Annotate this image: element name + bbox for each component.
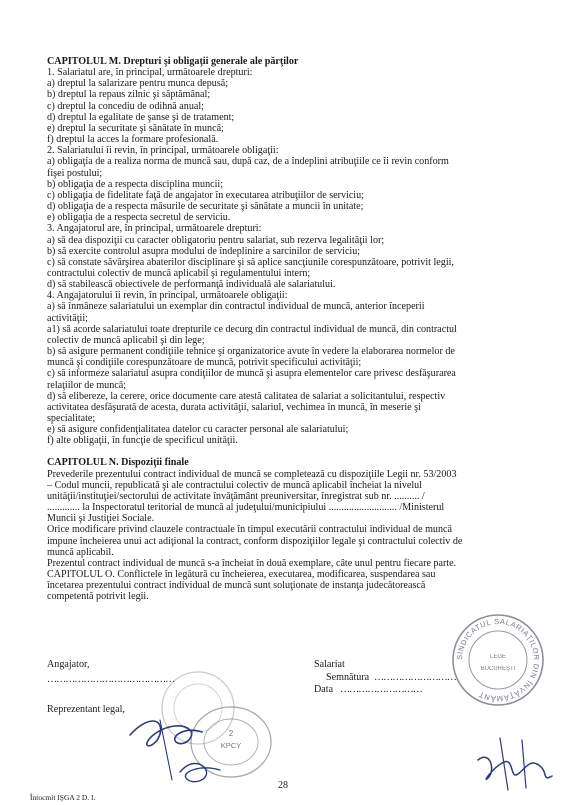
chapter-m-line: d) obligaţia de a respecta măsurile de securitate şi sănătate a muncii în unitate; bbox=[47, 201, 364, 213]
chapter-m-line: colectiv de muncă aplicabil şi din lege; bbox=[47, 334, 205, 346]
chapter-m-line: f) dreptul la acces la formare profesională. bbox=[47, 134, 219, 146]
chapter-m-line: a) să înmâneze salariatului un exemplar din contractul individual de muncă, anterior începerii bbox=[47, 301, 425, 313]
date-line: ……………………… bbox=[340, 684, 422, 695]
chapter-n-line: unităţii/instituţiei/sectorului de activitate învăţământ preuniversitar, înregistrat sub nr. .......... / bbox=[47, 490, 425, 502]
chapter-n-line: competentă potrivit legii. bbox=[47, 591, 149, 603]
chapter-m-line: c) să informeze salariatul asupra condiţiilor de muncă şi asupra elementelor care privesc desfăşurarea bbox=[47, 368, 456, 380]
chapter-m-line: specialitate; bbox=[47, 413, 96, 424]
chapter-m-line: activitatea desfăşurată de acesta, durata activităţii, salariul, vechimea în muncă, în meserie şi bbox=[47, 401, 421, 413]
chapter-m-line: b) să exercite controlul asupra modului de îndeplinire a sarcinilor de serviciu; bbox=[47, 245, 361, 257]
chapter-n-line: – Codul muncii, republicată şi ale contractului colectiv de muncă aplicabil încheiat la nivelul bbox=[47, 479, 423, 491]
imprint-note: Întocmit IŞGA 2 D. I. bbox=[30, 793, 96, 802]
representative-signature bbox=[120, 690, 230, 800]
chapter-m-line: e) dreptul la securitate şi sănătate în muncă; bbox=[47, 122, 224, 134]
chapter-m-line: e) să asigure confidenţialitatea datelor cu caracter personal ale salariatului; bbox=[47, 424, 349, 436]
chapter-m-line: c) obligaţia de fidelitate faţă de angajator în executarea atribuţiilor de serviciu; bbox=[47, 189, 364, 201]
chapter-n-line: încetarea prezentului contract individual de muncă sunt soluţionate de instanţa judecătorească bbox=[47, 580, 426, 592]
chapter-m-line: b) dreptul la repaus zilnic şi săptămânal; bbox=[47, 89, 211, 101]
chapter-m-line: d) să stabilească obiectivele de performanţă individuală ale salariatului. bbox=[47, 279, 336, 291]
svg-text:SINDICATUL SALARIAŢILOR DIN ÎN: SINDICATUL SALARIAŢILOR DIN ÎNVĂŢĂMÂNT bbox=[454, 616, 542, 704]
chapter-m-line: 2. Salariatului îi revin, în principal, următoarele obligaţii: bbox=[47, 145, 279, 157]
chapter-n-line: Muncii şi Justiţiei Sociale. bbox=[47, 513, 155, 525]
chapter-n-line: CAPITOLUL O. Conflictele în legătură cu încheierea, executarea, modificarea, suspendarea sau bbox=[47, 569, 436, 581]
employee-signature bbox=[470, 730, 560, 800]
svg-text:2: 2 bbox=[228, 729, 234, 738]
chapter-m-line: d) dreptul la egalitate de şanse şi de tratament; bbox=[47, 111, 235, 123]
signature-line: ……………………… bbox=[374, 672, 456, 683]
svg-text:BUCUREŞTI: BUCUREŞTI bbox=[480, 666, 516, 672]
contract-body bbox=[47, 56, 525, 603]
chapter-m-line: 3. Angajatorul are, în principal, următoarele drepturi: bbox=[47, 223, 262, 235]
chapter-m-title: CAPITOLUL M. Drepturi şi obligaţii generale ale părţilor bbox=[47, 56, 299, 67]
chapter-m-line: 4. Angajatorului îi revin, în principal, următoarele obligaţii: bbox=[47, 290, 288, 302]
legal-representative-label: Reprezentant legal, bbox=[47, 704, 125, 715]
page-number: 28 bbox=[278, 780, 288, 791]
chapter-m-line: a1) să acorde salariatului toate drepturile ce decurg din contractul individual de muncă, din contractul bbox=[47, 323, 457, 335]
chapter-n-line: muncă aplicabil. bbox=[47, 546, 114, 558]
chapter-m-lines bbox=[47, 67, 525, 446]
chapter-n-lines bbox=[47, 469, 525, 603]
chapter-n-line: Orice modificare privind clauzele contractuale în timpul executării contractului individual de muncă bbox=[47, 524, 452, 536]
chapter-m-line: 1. Salariatul are, în principal, următoarele drepturi: bbox=[47, 67, 253, 79]
chapter-m-line: activităţii; bbox=[47, 312, 88, 324]
chapter-m-line: c) să constate săvârşirea abaterilor disciplinare şi să aplice sancţiunile corespunzătoare, potrivit legii, bbox=[47, 256, 454, 268]
employer-signature-line: …………………………………… bbox=[47, 674, 175, 685]
chapter-m-line: c) dreptul la concediu de odihnă anual; bbox=[47, 100, 204, 112]
chapter-m-line: muncă şi condiţiile corespunzătoare de muncă, potrivit specificului activităţii; bbox=[47, 357, 362, 369]
signature-label: Semnătura bbox=[326, 672, 370, 683]
chapter-n-line: ............. la Inspectoratul teritorial de muncă al judeţului/municipiului ........................... /Ministerul bbox=[47, 502, 445, 514]
school-small-stamp bbox=[186, 702, 276, 782]
chapter-m-line: a) obligaţia de a realiza norma de muncă sau, după caz, de a îndeplini atribuţiile ce îi revin conform bbox=[47, 156, 449, 168]
chapter-m-line: fişei postului; bbox=[47, 167, 103, 179]
chapter-n-line: impune încheierea unui act adiţional la contract, conform dispoziţiilor legale şi contractului colectiv de bbox=[47, 535, 463, 547]
employer-label: Angajator, bbox=[47, 659, 90, 670]
chapter-n-title: CAPITOLUL N. Dispoziţii finale bbox=[47, 457, 189, 469]
chapter-m-line: relaţiilor de muncă; bbox=[47, 379, 127, 391]
chapter-m-line: contractului colectiv de muncă aplicabil şi regulamentului intern; bbox=[47, 267, 311, 279]
chapter-m-line: b) să asigure permanent condiţiile tehnice şi organizatorice avute în vedere la elaborarea normelor de bbox=[47, 346, 455, 358]
chapter-m-line: e) obligaţia de a respecta secretul de serviciu. bbox=[47, 212, 231, 224]
date-label: Data bbox=[314, 684, 334, 695]
employee-label: Salariat bbox=[314, 659, 345, 670]
chapter-m-line: a) să dea dispoziţii cu caracter obligatoriu pentru salariat, sub rezerva legalităţii lor; bbox=[47, 234, 385, 246]
svg-text:KPCY: KPCY bbox=[220, 741, 242, 750]
chapter-m-line: f) alte obligaţii, în funcţie de specificul unităţii. bbox=[47, 435, 238, 447]
chapter-m-line: b) obligaţia de a respecta disciplina muncii; bbox=[47, 178, 224, 190]
chapter-n-line: Prevederile prezentului contract individual de muncă se completează cu dispoziţiile Legii nr. 53/2003 bbox=[47, 468, 457, 480]
svg-text:LEGE: LEGE bbox=[489, 654, 507, 660]
chapter-n-line: Prezentul contract individual de muncă s-a încheiat în două exemplare, câte unul pentru fiecare parte. bbox=[47, 557, 457, 569]
chapter-m-line: d) să elibereze, la cerere, orice documente care atestă calitatea de salariat a solicitantului, respectiv bbox=[47, 390, 446, 402]
chapter-m-line: a) dreptul la salarizare pentru munca depusă; bbox=[47, 78, 229, 90]
union-round-stamp bbox=[448, 610, 548, 710]
